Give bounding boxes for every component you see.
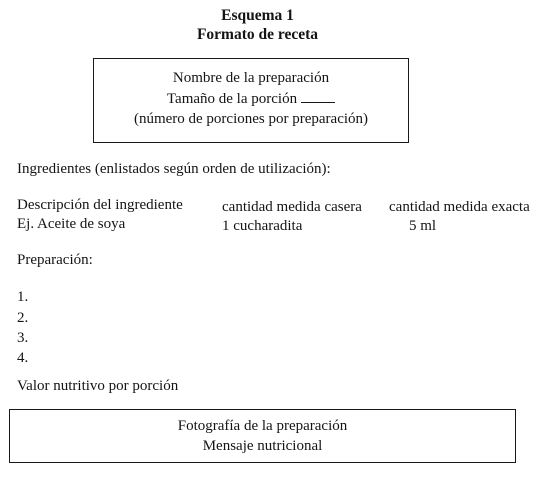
example-household-measure: 1 cucharadita <box>222 218 303 234</box>
nutrition-message-label: Mensaje nutricional <box>202 438 323 454</box>
portion-size-blank <box>301 90 335 103</box>
preparation-heading: Preparación: <box>17 252 93 268</box>
photo-message-box <box>9 409 516 463</box>
schema-title: Esquema 1 <box>221 7 294 24</box>
ingredients-heading: Ingredientes (enlistados según orden de utilización): <box>17 161 331 177</box>
preparation-step: 4. <box>17 350 29 366</box>
column-header-description: Descripción del ingrediente <box>17 197 183 213</box>
preparation-step: 1. <box>17 289 29 305</box>
recipe-name-box <box>93 58 409 143</box>
schema-subtitle: Formato de receta <box>196 26 319 43</box>
column-header-household-measure: cantidad medida casera <box>222 199 362 215</box>
preparation-name-label: Nombre de la preparación <box>172 70 330 86</box>
column-header-exact-measure: cantidad medida exacta <box>389 199 530 215</box>
preparation-step: 2. <box>17 310 29 326</box>
example-exact-measure: 5 ml <box>409 218 437 234</box>
portion-size-line <box>94 89 408 109</box>
photo-label: Fotografía de la preparación <box>177 418 348 434</box>
portion-size-label: Tamaño de la porción <box>166 91 298 107</box>
example-ingredient: Ej. Aceite de soya <box>17 216 126 232</box>
preparation-step: 3. <box>17 330 29 346</box>
portions-count-label: (número de porciones por preparación) <box>133 111 369 127</box>
nutrition-heading: Valor nutritivo por porción <box>17 378 179 394</box>
